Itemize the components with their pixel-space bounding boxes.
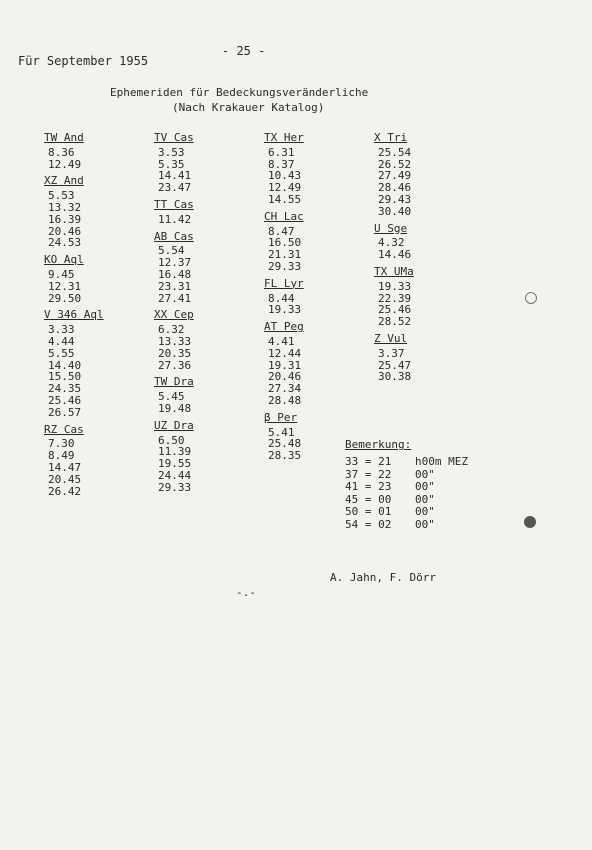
minimum-time: 25.46 (378, 303, 412, 317)
minimum-time: 3.53 (158, 145, 185, 159)
minimum-time: 29.33 (158, 480, 192, 494)
star-name: X Tri (374, 131, 408, 144)
minimum-time: 14.46 (378, 248, 412, 262)
minimum-time: 15.50 (48, 370, 82, 384)
end-mark: -.- (236, 586, 256, 599)
remark-row (345, 506, 498, 519)
minimum-time: 28.35 (268, 449, 302, 463)
minimum-time: 30.38 (378, 370, 412, 384)
minimum-time: 22.39 (378, 291, 412, 305)
remark-row (345, 481, 498, 494)
star-name: XX Cep (154, 308, 194, 322)
star-name: KO Aql (44, 253, 84, 267)
remark-note: " (428, 492, 435, 506)
minimum-time: 21.31 (268, 248, 302, 262)
star-name: AB Cas (154, 229, 194, 243)
remark-note (468, 456, 498, 469)
minimum-time: 11.42 (158, 212, 192, 226)
minimum-time: 29.33 (268, 259, 302, 273)
minimum-time: 5.41 (268, 425, 295, 439)
minimum-time: 25.54 (378, 145, 412, 159)
minimum-time: 12.49 (48, 157, 82, 171)
minimum-time: 13.33 (158, 334, 192, 348)
minimum-time: 19.33 (268, 303, 302, 317)
minimum-time: 8.44 (268, 291, 295, 305)
issue-date: Für September 1955 (18, 54, 149, 68)
minimum-time: 28.46 (378, 181, 412, 195)
star-name: TX Her (264, 131, 304, 144)
remark-value: 00 (415, 505, 429, 518)
star-name: RZ Cas (44, 422, 84, 436)
star-name: TT Cas (154, 197, 194, 211)
star-name: Z Vul (374, 331, 408, 345)
minimum-time: 26.42 (48, 484, 82, 498)
remarks-heading: Bemerkung: (345, 438, 412, 451)
minimum-time: 6.50 (158, 433, 185, 447)
minimum-time: 29.43 (378, 192, 412, 206)
ephemeris-column-1 (44, 132, 104, 497)
minimum-time: 7.30 (48, 437, 75, 451)
minimum-time: 6.31 (268, 145, 295, 159)
minimum-time: 4.44 (48, 334, 75, 348)
minimum-time: 25.47 (378, 358, 412, 372)
punch-hole-top (525, 292, 537, 304)
remark-note: " (428, 505, 435, 518)
remark-code: 41 = 23 (345, 480, 392, 493)
remark-code: 37 = 22 (345, 467, 392, 481)
remark-code: 33 = 21 (345, 455, 392, 468)
authors: A. Jahn, F. Dörr (330, 571, 436, 584)
minimum-time: 27.41 (158, 291, 192, 305)
minimum-time: 16.48 (158, 267, 192, 281)
page-title: Ephemeriden für Bedeckungsveränderliche (110, 86, 369, 99)
remark-code: 45 = 00 (345, 492, 392, 506)
minimum-time: 12.49 (268, 181, 302, 195)
remark-code: 50 = 01 (345, 505, 392, 518)
minimum-time: 28.48 (268, 393, 302, 407)
minimum-time: 23.47 (158, 181, 192, 195)
star-name: β Per (264, 410, 298, 424)
minimum-time: 4.41 (268, 334, 295, 348)
star-name: AT Peg (264, 320, 304, 334)
star-name: V 346 Aql (44, 308, 104, 322)
ephemeris-column-4 (374, 132, 414, 383)
remark-value: 00 (415, 480, 429, 493)
minimum-time: 8.37 (268, 157, 295, 171)
minimum-time: 14.40 (48, 358, 82, 372)
minimum-time: 8.49 (48, 449, 75, 463)
minimum-time: 24.44 (158, 468, 192, 482)
star-name: TX UMa (374, 264, 414, 278)
remark-note: " (428, 517, 435, 531)
remark-value: h00m MEZ (415, 455, 468, 468)
minimum-time: 20.35 (158, 346, 192, 360)
minimum-time: 26.57 (48, 405, 82, 419)
minimum-time: 8.36 (48, 145, 75, 159)
remark-note: " (428, 467, 435, 481)
minimum-time: 26.52 (378, 157, 412, 171)
minimum-time: 28.52 (378, 315, 412, 329)
remark-row (345, 456, 498, 469)
minimum-time: 8.47 (268, 224, 295, 238)
minimum-time: 5.45 (158, 390, 185, 404)
minimum-time: 13.32 (48, 200, 82, 214)
minimum-time: 11.39 (158, 445, 192, 459)
minimum-time: 16.50 (268, 236, 302, 250)
page-subtitle: (Nach Krakauer Katalog) (172, 101, 325, 114)
minimum-time: 25.46 (48, 393, 82, 407)
minimum-time: 5.55 (48, 346, 75, 360)
remark-value: 00 (415, 492, 429, 506)
star-name: TW And (44, 131, 84, 144)
remark-value: 00 (415, 467, 429, 481)
minimum-time: 4.32 (378, 236, 405, 250)
minimum-time: 27.49 (378, 169, 412, 183)
minimum-time: 20.46 (268, 370, 302, 384)
remark-code: 54 = 02 (345, 517, 392, 531)
star-name: TW Dra (154, 375, 194, 389)
remark-row (345, 519, 498, 532)
minimum-time: 19.33 (378, 279, 412, 293)
minimum-time: 27.36 (158, 358, 192, 372)
remark-note: " (428, 480, 435, 493)
minimum-time: 19.55 (158, 457, 192, 471)
star-name: TV Cas (154, 131, 194, 144)
minimum-time: 14.55 (268, 192, 302, 206)
minimum-time: 20.45 (48, 472, 82, 486)
page-number: - 25 - (222, 44, 266, 58)
remark-value: 00 (415, 517, 429, 531)
minimum-time: 5.35 (158, 157, 185, 171)
star-name: CH Lac (264, 209, 304, 223)
minimum-time: 23.31 (158, 279, 192, 293)
minimum-time: 27.34 (268, 382, 302, 396)
minimum-time: 12.31 (48, 279, 82, 293)
star-name: XZ And (44, 174, 84, 188)
minimum-time: 5.54 (158, 244, 185, 258)
minimum-time: 6.32 (158, 323, 185, 337)
star-name: U Sge (374, 221, 408, 235)
minimum-time: 5.53 (48, 189, 75, 203)
minimum-time: 20.46 (48, 224, 82, 238)
minimum-time: 12.37 (158, 256, 192, 270)
minimum-time: 9.45 (48, 267, 75, 281)
ephemeris-column-3 (264, 132, 304, 462)
star-name: FL Lyr (264, 276, 304, 290)
minimum-time: 3.37 (378, 346, 405, 360)
minimum-time: 19.31 (268, 358, 302, 372)
minimum-time: 3.33 (48, 323, 75, 337)
minimum-time: 24.53 (48, 236, 82, 250)
minimum-time: 29.50 (48, 291, 82, 305)
minimum-time: 19.48 (158, 401, 192, 415)
ephemeris-column-2 (154, 132, 194, 494)
star-name: UZ Dra (154, 418, 194, 432)
minimum-time: 12.44 (268, 346, 302, 360)
minimum-time: 14.47 (48, 460, 82, 474)
punch-hole-bottom (524, 516, 536, 528)
minimum-time: 30.40 (378, 204, 412, 218)
minimum-time: 25.48 (268, 437, 302, 451)
minimum-time: 10.43 (268, 169, 302, 183)
minimum-time: 14.41 (158, 169, 192, 183)
remarks-table (345, 456, 498, 531)
minimum-time: 16.39 (48, 212, 82, 226)
minimum-time: 24.35 (48, 382, 82, 396)
